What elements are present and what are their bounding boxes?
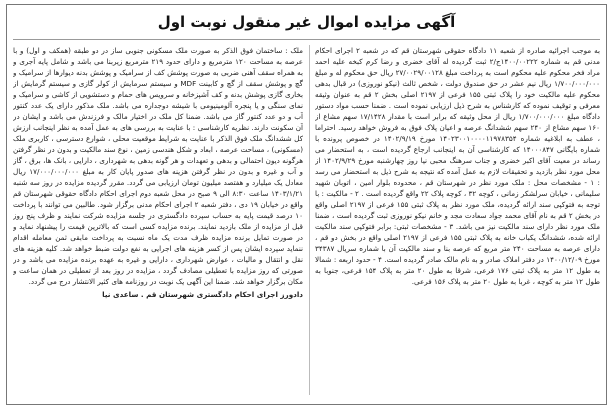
notice-header bbox=[7, 5, 606, 39]
notice-frame bbox=[6, 4, 607, 405]
left-text-column bbox=[13, 45, 303, 397]
title-divider bbox=[13, 39, 600, 40]
right-text-column bbox=[315, 45, 600, 397]
column-divider bbox=[309, 45, 310, 395]
left-column-text: ملک : ساختمان فوق الذکر به صورت ملک مسکونی جنوبی ساز در دو طبقه (همکف و اول) و با عرصه به مساحت ۱۲۰ مترمربع و دارای حدود ۲۱۹ مترمربع زیربنا می باشد و شامل پایه آجری و به همراه سقف آهنی ضربی به صورت پوشش کف از سرامیک و پوشش بدنه دیوارها از سرامیک و گچ و پوشش سقف از گچ و کابینت MDF و سیستم سرمایش از کولر گازی و سیستم گرمایش از بخاری گازی پوشش بدنه و کف آشپزخانه و سرویس های حمام و دستشویی از کاشی و سرامیک و نمای سنگی و یا پنجره آلومینیومی با شیشه دوجداره می باشد. ملک مذکور دارای یک عدد کنتور آب و دو عدد کنتور گاز می باشد. ضمنا کل ملک در اختیار مالک و فرزندش می باشد و ایشان در آن سکونت دارند. نظریه کارشناسی : با عنایت به بررسی های به عمل آمده به نظر اینجانب ارزش کل ششدانگ ملک فوق الذکر با عنایت به شرایط موقعیت محلی ، شوارع دسترسی ، کاربری ملک (مسکونی) ، مساحت عرصه ، ابعاد و شکل هندسی زمین ، نوع سند مالکیت و بدون در نظر گرفتن هرگونه دیون احتمالی و بدهی و تعهدات و هر گونه بدهی به شهرداری ، دارایی ، بانک ها، برق ، گاز و آب و غیره و بدون در نظر گرفتن هزینه های صدور پایان کار به مبلغ ۱۷/۰۰۰/۰۰۰/۰۰۰ ریال معادل یک میلیارد و هفتصد میلیون تومان ارزیابی می گردد. مقرر گردیده مزایده در روز سه شنبه ۱۴۰۳/۱/۲۱ ساعت ۸:۳۰ الی ۹ صبح در محل شعبه دوم اجرای احکام دادگاه حقوقی شهرستان قم واقع در خیابان ۱۹ دی ، دفتر شعبه ۲ اجرای احکام مدنی برگزار شود. طالبین می توانند با پرداخت ۱۰ درصد قیمت پایه به حساب سپرده دادگستری در جلسه مزایده شرکت نمایند و ظرف پنج روز قبل از مزایده از ملک بازدید نمایند. برنده مزایده کسی است که بالاترین قیمت را پیشنهاد نماید و در صورت تمایل برنده مزایده ظرف مدت یک ماه نسبت به پرداخت مابقی ثمن معامله اقدام ننماید سپرده ایشان پس از کسر هزینه های اجرایی به نفع دولت ضبط خواهد شد. کلیه هزینه های نقل و انتقال و مالیات ، عوارض شهرداری ، دارایی و غیره به عهده برنده مزایده می باشد و در صورتی که روز مزایده با تعطیلی مصادف گردد ، مزایده در روز بعد از تعطیلی در همان ساعت و مکان برگزار خواهد شد. ضمنا این آگهی یک نوبت در روزنامه های کثیر الانتشار درج می گردد. bbox=[13, 46, 303, 286]
right-column-text: به موجب اجرائیه صادره از شعبه ۱۱ دادگاه حقوقی شهرستان قم که در شعبه ۲ اجرای احکام مدنی قم به شماره ۱۴۰۰/۰۰۲۲۲ج/۲ ثبت گردیده له آقای خضری و رضا کرم کبخه علیه احمد مراد فخر محکوم علیه محکوم است به پرداخت مبلغ ۲۷/۰۰۲۹/۰۰۱۲۸ ریال حق محکوم له و مبلغ ۱/۷۰۰/۰۰۰/۰۰۰ ریال نیم عشر در حق صندوق دولت ، شخص ثالث (نیکو نوروزی) در قبال بدهی محکوم علیه مالکیت خود را پلاک ثبتی ۱۵۵ فرعی از ۲۱۹۷ اصلی بخش ۲ قم به عنوان وثیقه معرفی و توقیف نموده که کارشناس به شرح ذیل ارزیابی نموده است . ضمنا حسب مواد دستور دادگاه مبلغ ۱/۷۰۰/۰۰۰/۰۰۰ ریال از محل وثیقه که برابر است با مقدار ۱۷/۱۴۲۸ سهم مشاع از ۱۶۰ سهم مشاع از ۲۴۰ سهم ششدانگ عرصه و اعیان پلاک فوق به فروش خواهد رسید. احتراما ، عطف به ابلاغیه شماره ۱۴۰۲۳۰۰۱۰۰۰۰۱۱۹۷۸۳۵۴ مورخ ۱۴۰۲/۹/۱۹ در خصوص پرونده با شماره بایگانی ۱۴۰۰۰۸۴۷ که کارشناسی آن به اینجانب ارجاع گردیده است ، به استحضار می رساند در معیت آقای اکبر خضری و جناب سرهنگ محبی نیا روز چهارشنبه مورخ ۱۴۰۲/۹/۲۹ از محل مورد نظر بازدید و تحقیقات لازم به عمل آمده که نتیجه به شرح ذیل به استحضار می رسد : ۱ - مشخصات محل : ملک مورد نظر در شهرستان قم ، محدوده بلوار امین ، اتوبان شهید سلیمانی ، خیابان سرلشکر زمانی ، کوچه ۳۲ ، کوچه پلاک ۲۲ واقع گردیده است . ۲ - مالکیت : با توجه به فتوکپی سند ارائه گردیده، ملک مورد نظر به پلاک ثبتی ۱۵۵ فرعی از ۲۱۹۷ اصلی واقع در بخش ۲ قم به نام آقای محمد جواد سعادت مجد و خانم نیکو نوروزی ثبت گردیده است ، ضمنا ملک مورد نظر دارای سند مالکیت نیز می باشد. ۳ - مشخصات ثبتی: برابر فتوکپی سند مالکیت ارائه شده، ششدانگ یکباب خانه به پلاک ثبتی ۱۵۵ فرعی از ۲۱۹۷ اصلی واقع در بخش دو قم ، دارای عرصه به مساحت ۲۴۰ متر مربع که عرصه بنا و سند مالکیت آن با شماره سریال ۳۴۳۸۷ مورخ ۱۴۰۰/۱۲/۰۹ در دفتر املاک صادر و به نام مالک صادر گردیده است. ۴ - حدود اربعه : شمالا به طول ۱۲ متر به پلاک ثبتی ۱۷۶ فرعی، شرقا به طول ۲۰ متر به پلاک ۱۵۴ فرعی، جنوبا به طول ۱۲ متر به کوچه ، غربا به طول ۲۰ متر به پلاک ۱۵۶ فرعی. bbox=[315, 46, 600, 286]
signature-line: دادورز اجرای احکام دادگستری شهرستان قم . ساعدی نیا bbox=[102, 290, 303, 299]
notice-title: آگهی مزایده اموال غیر منقول نوبت اول bbox=[157, 13, 456, 31]
